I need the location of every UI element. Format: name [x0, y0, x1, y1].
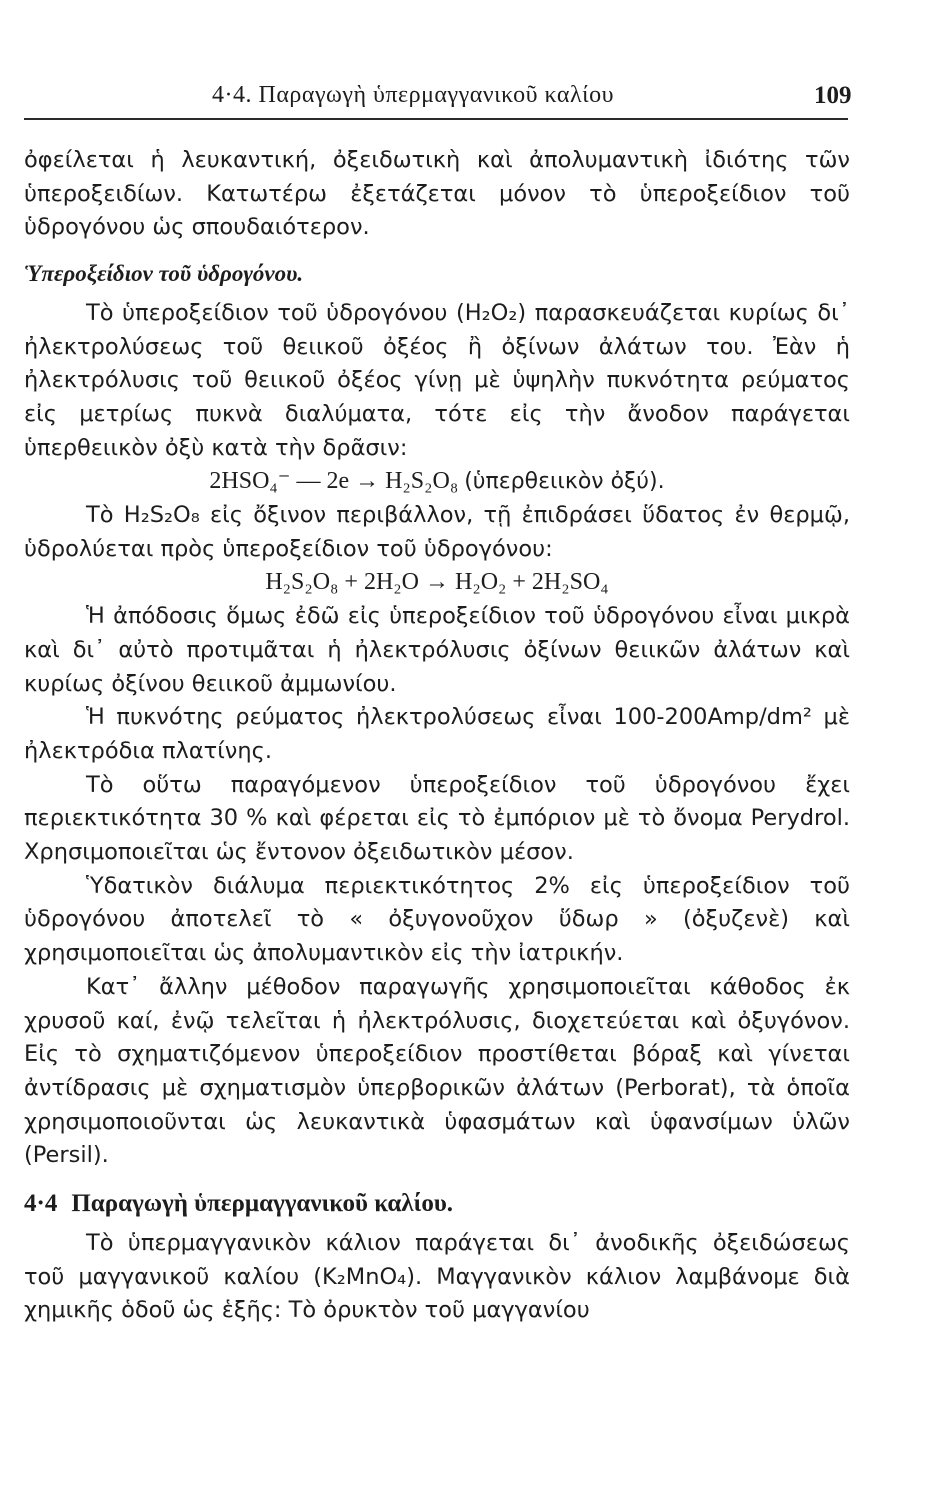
equation-hydrolysis: H₂S₂O₈ + 2H₂O → H₂O₂ + 2H₂SO₄	[265, 569, 609, 596]
running-header-title: 4·4. Παραγωγὴ ὑπερμαγγανικοῦ καλίου	[212, 82, 614, 108]
paragraph-continuation: ὀφείλεται ἡ λευκαντική, ὀξειδωτικὴ καὶ ἀπολυμαντικὴ ἰδιότης τῶν ὑπεροξειδίων. Κατωτέρω ἐξετάζεται μόνον τὸ ὑπεροξείδιον τοῦ ὑδρογόνου ὡς σπουδαιότερον.	[24, 147, 850, 241]
paragraph-yield: Ἡ ἀπόδοσις ὅμως ἐδῶ εἰς ὑπεροξείδιον τοῦ ὑδρογόνου εἶναι μικρὰ καὶ δι᾽ αὐτὸ προτιμᾶται ἡ ἠλεκτρόλυσις ὀξίνων θειικῶν ἀλάτων καὶ κυρίως ὀξίνου θειικοῦ ἀμμωνίου.	[24, 603, 850, 697]
page-number: 109	[814, 82, 852, 109]
paragraph-hydrolysis: Τὸ H₂S₂O₈ εἰς ὄξινον περιβάλλον, τῇ ἐπιδράσει ὕδατος ἐν θερμῷ, ὑδρολύεται πρὸς ὑπεροξείδιον τοῦ ὑδρογόνου:	[24, 502, 850, 562]
running-header	[0, 76, 950, 116]
section-number: 4·4	[24, 1190, 58, 1218]
paragraph-h2o2-preparation: Τὸ ὑπεροξείδιον τοῦ ὑδρογόνου (H₂O₂) παρασκευάζεται κυρίως δι᾽ ἠλεκτρολύσεως τοῦ θειικοῦ ὀξέος ἢ ὀξίνων ἀλάτων του. Ἐὰν ἡ ἠλεκτρόλυσις τοῦ θειικοῦ ὀξέος γίνῃ μὲ ὑψηλὴν πυκνότητα ρεύματος εἰς μετρίως πυκνὰ διαλύματα, τότε εἰς τὴν ἄνοδον παράγεται ὑπερθειικὸν ὀξὺ κατὰ τὴν δρᾶσιν:	[24, 299, 850, 461]
subheading-hydrogen-peroxide: Ὑπεροξείδιον τοῦ ὑδρογόνου.	[24, 261, 304, 287]
paragraph-perborate: Κατ᾽ ἄλλην μέθοδον παραγωγῆς χρησιμοποιεῖται κάθοδος ἐκ χρυσοῦ καί, ἐνῷ τελεῖται ἡ ἠλεκτρόλυσις, διοχετεύεται καὶ ὀξυγόνον. Εἰς τὸ σχηματιζόμενον ὑπεροξείδιον προστίθεται βόραξ καὶ γίνεται ἀντίδρασις μὲ σχηματισμὸν ὑπερβορικῶν ἀλάτων (Perborat), τὰ ὁποῖα χρησιμοποιοῦνται ὡς λευκαντικὰ ὑφασμάτων καὶ ὑφανσίμων ὑλῶν (Persil).	[24, 973, 850, 1169]
equation-persulfuric-note: (ὑπερθειικὸν ὀξύ).	[464, 469, 665, 495]
section-title: Παραγωγὴ ὑπερμαγγανικοῦ καλίου.	[71, 1190, 454, 1218]
paragraph-current-density: Ἡ πυκνότης ρεύματος ἠλεκτρολύσεως εἶναι 100-200Amp/dm² μὲ ἠλεκτρόδια πλατίνης.	[24, 704, 850, 764]
body-text	[24, 144, 850, 1328]
paragraph-permanganate: Τὸ ὑπερμαγγανικὸν κάλιον παράγεται δι᾽ ἀνοδικῆς ὀξειδώσεως τοῦ μαγγανικοῦ καλίου (K₂MnO₄). Μαγγανικὸν κάλιον λαμβάνομε διὰ χημικῆς ὁδοῦ ὡς ἑξῆς: Τὸ ὀρυκτὸν τοῦ μαγγανίου	[24, 1229, 850, 1324]
section-heading	[24, 1187, 850, 1221]
paragraph-perydrol: Τὸ οὕτω παραγόμενον ὑπεροξείδιον τοῦ ὑδρογόνου ἔχει περιεκτικότητα 30 % καὶ φέρεται εἰς τὸ ἐμπόριον μὲ τὸ ὄνομα Perydrol. Χρησιμοποιεῖται ὡς ἔντονον ὀξειδωτικὸν μέσον.	[24, 771, 850, 866]
equation-persulfuric-formula: 2HSO₄⁻ — 2e → H₂S₂O₈	[209, 468, 459, 495]
equation-persulfuric-acid	[24, 465, 850, 499]
paragraph-oxygenated-water: Ὑδατικὸν διάλυμα περιεκτικότητος 2% εἰς ὑπεροξείδιον τοῦ ὑδρογόνου ἀποτελεῖ τὸ « ὀξυγονοῦχον ὕδωρ » (ὀξυζενὲ) καὶ χρησιμοποιεῖται ὡς ἀπολυμαντικὸν εἰς τὴν ἰατρικήν.	[24, 872, 850, 967]
header-rule	[24, 118, 848, 120]
